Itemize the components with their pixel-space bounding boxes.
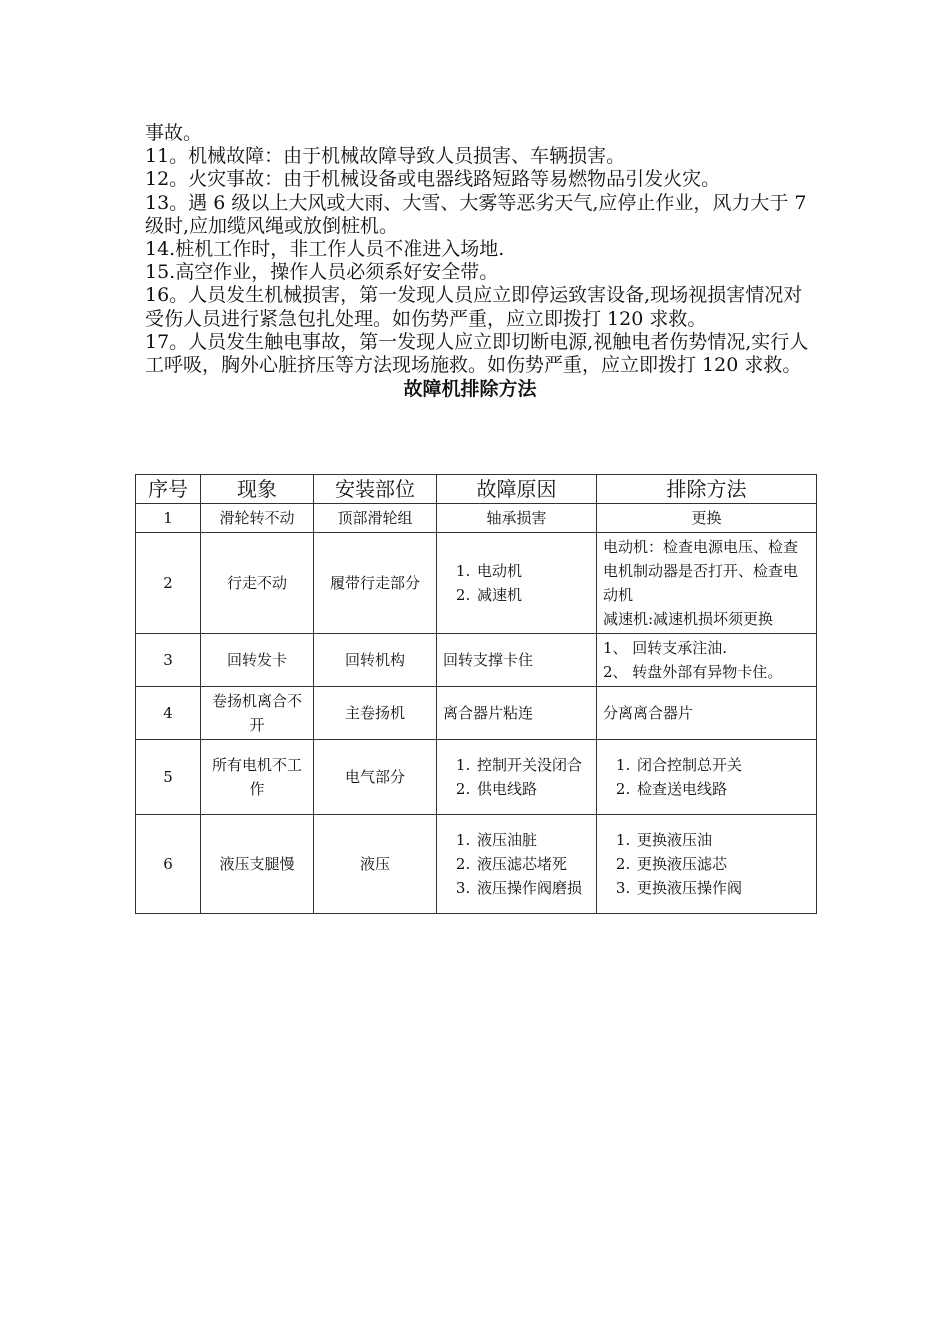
list-item: 2. 供电线路 (475, 777, 590, 801)
cell-remedy: 更换 (597, 504, 817, 533)
cell-no: 1 (136, 504, 201, 533)
cell-location: 顶部滑轮组 (314, 504, 437, 533)
paragraph-item-15: 15.高空作业，操作人员必须系好安全带。 (145, 261, 499, 284)
paragraph-continuation: 事故。 (145, 122, 203, 144)
list-item: 2. 减速机 (475, 583, 590, 607)
table-row (136, 687, 817, 740)
cell-cause: 离合器片粘连 (437, 687, 597, 740)
cell-symptom: 滑轮转不动 (201, 504, 314, 533)
cause-list (443, 828, 590, 900)
paragraph-item-12: 12。火灾事故：由于机械设备或电器线路短路等易燃物品引发火灾。 (145, 168, 721, 191)
cell-remedy (597, 533, 817, 634)
cell-symptom: 回转发卡 (201, 634, 314, 687)
table-row (136, 504, 817, 533)
cell-no: 2 (136, 533, 201, 634)
header-no: 序号 (136, 475, 201, 504)
table-row (136, 740, 817, 815)
paragraph-item-11: 11。机械故障：由于机械故障导致人员损害、车辆损害。 (145, 145, 626, 168)
cell-no: 5 (136, 740, 201, 815)
cell-symptom: 所有电机不工作 (201, 740, 314, 815)
list-item: 3. 液压操作阀磨损 (475, 876, 590, 900)
header-remedy: 排除方法 (597, 475, 817, 504)
remedy-list (603, 753, 810, 801)
remedy-list (603, 828, 810, 900)
cell-location: 主卷扬机 (314, 687, 437, 740)
table-title: 故障机排除方法 (403, 378, 537, 401)
list-item: 2. 更换液压滤芯 (635, 852, 810, 876)
cell-location: 液压 (314, 815, 437, 914)
list-item: 1. 电动机 (475, 559, 590, 583)
cell-remedy: 分离离合器片 (597, 687, 817, 740)
table-row (136, 533, 817, 634)
fault-table (135, 474, 817, 914)
paragraph-item-17: 17。人员发生触电事故，第一发现人应立即切断电源,视触电者伤势情况,实行人工呼吸，胸外心脏挤压等方法现场施救。如伤势严重，应立即拨打 120 求救。 (145, 330, 809, 377)
cell-symptom: 行走不动 (201, 533, 314, 634)
header-location: 安装部位 (314, 475, 437, 504)
cause-list (443, 753, 590, 801)
remedy-line: 减速机:减速机损坏须更换 (603, 610, 774, 628)
cell-location: 履带行走部分 (314, 533, 437, 634)
cell-location: 电气部分 (314, 740, 437, 815)
paragraph-item-14: 14.桩机工作时，非工作人员不准进入场地. (145, 238, 505, 261)
cell-location: 回转机构 (314, 634, 437, 687)
cell-cause (437, 533, 597, 634)
cell-no: 3 (136, 634, 201, 687)
table-row (136, 634, 817, 687)
list-item: 1. 闭合控制总开关 (635, 753, 810, 777)
list-item: 1. 控制开关没闭合 (475, 753, 590, 777)
remedy-line: 2、 转盘外部有异物卡住。 (603, 663, 783, 681)
cell-remedy (597, 815, 817, 914)
cell-no: 6 (136, 815, 201, 914)
remedy-line: 电动机：检查电源电压、检查电机制动器是否打开、检查电动机 (603, 538, 799, 604)
cell-cause (437, 740, 597, 815)
list-item: 1. 液压油脏 (475, 828, 590, 852)
list-item: 2. 检查送电线路 (635, 777, 810, 801)
paragraph-item-16: 16。人员发生机械损害，第一发现人员应立即停运致害设备,现场视损害情况对受伤人员进行紧急包扎处理。如伤势严重，应立即拨打 120 求救。 (145, 284, 803, 330)
table-row (136, 815, 817, 914)
list-item: 3. 更换液压操作阀 (635, 876, 810, 900)
table-header-row (136, 475, 817, 504)
list-item: 2. 液压滤芯堵死 (475, 852, 590, 876)
paragraph-item-13: 13。遇 6 级以上大风或大雨、大雪、大雾等恶劣天气,应停止作业，风力大于 7 级时,应加缆风绳或放倒桩机。 (145, 191, 807, 237)
cell-no: 4 (136, 687, 201, 740)
cell-cause (437, 815, 597, 914)
list-item: 1. 更换液压油 (635, 828, 810, 852)
cell-remedy (597, 740, 817, 815)
cell-symptom: 液压支腿慢 (201, 815, 314, 914)
document-body (145, 122, 815, 401)
header-symptom: 现象 (201, 475, 314, 504)
remedy-line: 1、 回转支承注油. (603, 639, 728, 657)
cause-list (443, 559, 590, 607)
cell-cause: 轴承损害 (437, 504, 597, 533)
cell-cause: 回转支撑卡住 (437, 634, 597, 687)
header-cause: 故障原因 (437, 475, 597, 504)
cell-symptom: 卷扬机离合不开 (201, 687, 314, 740)
cell-remedy (597, 634, 817, 687)
